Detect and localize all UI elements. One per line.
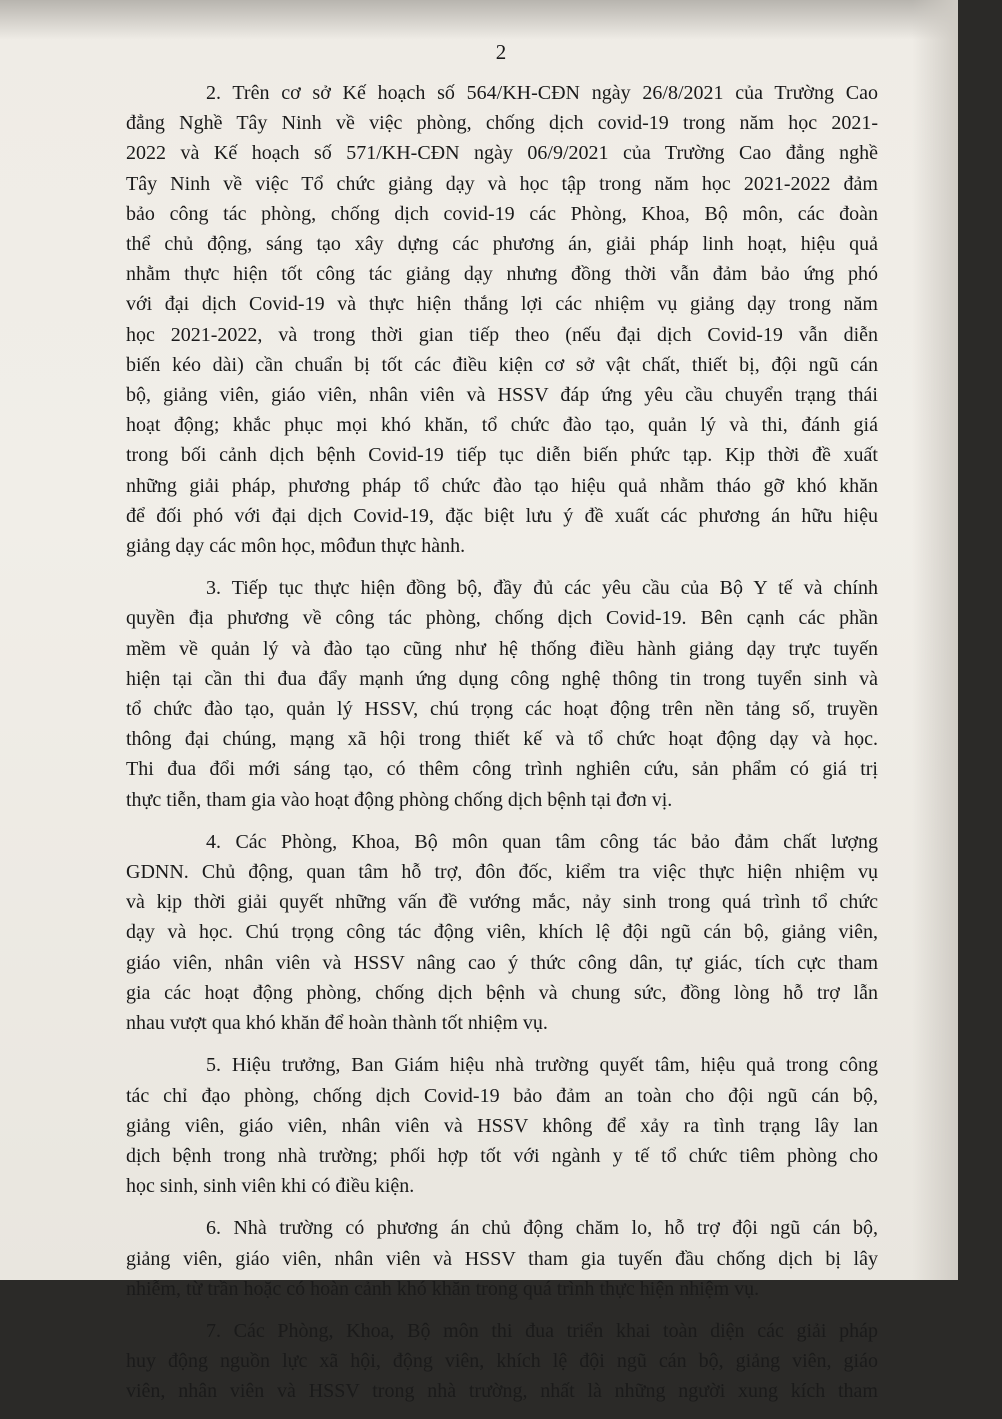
text-line: mềm về quản lý và đào tạo cũng như hệ thống điều hành giảng dạy trực tuyến (126, 637, 878, 660)
text-line: trong bối cảnh dịch bệnh Covid-19 tiếp tục diễn biến phức tạp. Kịp thời đề xuất (126, 444, 878, 467)
text-line: những giải pháp, phương pháp tổ chức đào tạo hiệu quả nhằm tháo gỡ khó khăn (126, 474, 878, 497)
paragraph-6 (126, 1213, 878, 1304)
text-line: giảng viên, giáo viên, nhân viên và HSSV không để xảy ra tình trạng lây lan (126, 1114, 878, 1137)
text-line: quyền địa phương về công tác phòng, chống dịch Covid-19. Bên cạnh các phần (126, 607, 878, 630)
text-line: 2022 và Kế hoạch số 571/KH-CĐN ngày 06/9/2021 của Trường Cao đẳng nghề (126, 142, 878, 165)
text-line: 2. Trên cơ sở Kế hoạch số 564/KH-CĐN ngày 26/8/2021 của Trường Cao (206, 82, 878, 104)
text-line: hoạt động; khắc phục mọi khó khăn, tổ chức đào tạo, quản lý và thi, đánh giá (126, 414, 878, 437)
text-line: dạy và học. Chú trọng công tác động viên, khích lệ đội ngũ cán bộ, giảng viên, (126, 921, 878, 944)
text-line: 5. Hiệu trưởng, Ban Giám hiệu nhà trường quyết tâm, hiệu quả trong công (206, 1054, 878, 1077)
text-line: giảng viên, giáo viên, nhân viên và HSSV tham gia tuyến đầu chống dịch bị lây (126, 1247, 878, 1270)
text-line: 7. Các Phòng, Khoa, Bộ môn thi đua triển khai toàn diện các giải pháp (206, 1319, 878, 1342)
text-line: tác chỉ đạo phòng, chống dịch Covid-19 bảo đảm an toàn cho đội ngũ cán bộ, (126, 1084, 878, 1107)
text-line: bảo công tác phòng, chống dịch covid-19 các Phòng, Khoa, Bộ môn, các đoàn (126, 202, 878, 225)
text-line: đẳng Nghề Tây Ninh về việc phòng, chống dịch covid-19 trong năm học 2021- (126, 112, 878, 135)
text-line: viên, nhân viên và HSSV trong nhà trường, nhất là những người xung kích tham (126, 1380, 878, 1403)
paragraph-5 (126, 1050, 878, 1201)
text-line: học sinh, sinh viên khi có điều kiện. (126, 1175, 415, 1198)
text-line: huy động nguồn lực xã hội, động viên, khích lệ đội ngũ cán bộ, giảng viên, giáo (126, 1350, 878, 1373)
text-line: bộ, giảng viên, giáo viên, nhân viên và HSSV đáp ứng yêu cầu chuyển trạng thái (126, 384, 878, 407)
text-line: GDNN. Chủ động, quan tâm hỗ trợ, đôn đốc, kiểm tra việc thực hiện nhiệm vụ (126, 861, 878, 884)
paragraph-4 (126, 827, 878, 1038)
text-line: và kịp thời giải quyết những vấn đề vướng mắc, nảy sinh trong quá trình tổ chức (126, 891, 878, 914)
text-line: Thi đua đổi mới sáng tạo, có thêm công trình nghiên cứu, sản phẩm có giá trị (126, 758, 878, 781)
text-line: gia các hoạt động phòng, chống dịch bệnh và chung sức, đồng lòng hỗ trợ lẫn (126, 981, 878, 1004)
paragraph-3 (126, 573, 878, 815)
page-number: 2 (495, 40, 507, 64)
top-shadow (0, 0, 958, 40)
document-body (126, 78, 878, 1419)
text-line: dịch bệnh trong nhà trường; phối hợp tốt với ngành y tế tổ chức tiêm phòng cho (126, 1144, 878, 1167)
text-line: Tây Ninh về việc Tổ chức giảng dạy và học tập trong năm học 2021-2022 đảm (126, 172, 878, 195)
text-line: tổ chức đào tạo, quản lý HSSV, chú trọng các hoạt động trên nền tảng số, truyền (126, 698, 878, 721)
text-line: học 2021-2022, và trong thời gian tiếp theo (nếu đại dịch Covid-19 vẫn diễn (126, 323, 878, 346)
text-line: hiện tại cần thi đua đẩy mạnh ứng dụng công nghệ thông tin trong tuyển sinh và (126, 667, 878, 690)
text-line: giáo viên, nhân viên và HSSV nâng cao ý thức công dân, tự giác, tích cực tham (126, 951, 878, 974)
text-line: nhau vượt qua khó khăn để hoàn thành tốt nhiệm vụ. (126, 1012, 548, 1035)
text-line: thể chủ động, sáng tạo xây dựng các phương án, giải pháp linh hoạt, hiệu quả (126, 233, 878, 256)
text-line: với đại dịch Covid-19 và thực hiện thắng lợi các nhiệm vụ giảng dạy trong năm (126, 293, 878, 316)
text-line: 6. Nhà trường có phương án chủ động chăm lo, hỗ trợ đội ngũ cán bộ, (206, 1217, 878, 1240)
paragraph-2 (126, 78, 878, 561)
text-line: 4. Các Phòng, Khoa, Bộ môn quan tâm công tác bảo đảm chất lượng (206, 830, 878, 853)
text-line: biến kéo dài) cần chuẩn bị tốt các điều kiện cơ sở vật chất, thiết bị, đội ngũ cán (126, 353, 878, 376)
text-line: thực tiễn, tham gia vào hoạt động phòng chống dịch bệnh tại đơn vị. (126, 788, 673, 811)
paragraph-7 (126, 1316, 878, 1407)
text-line: giảng dạy các môn học, môđun thực hành. (126, 535, 466, 558)
text-line: nhằm thực hiện tốt công tác giảng dạy nhưng đồng thời vẫn đảm bảo ứng phó (126, 263, 878, 286)
right-shadow (912, 0, 958, 1280)
text-line: thông đại chúng, mạng xã hội trong thiết kế và tổ chức hoạt động dạy và học. (126, 728, 878, 751)
text-line: nhiễm, từ trần hoặc có hoàn cảnh khó khăn trong quá trình thực hiện nhiệm vụ. (126, 1277, 760, 1300)
text-line: để đối phó với đại dịch Covid-19, đặc biệt lưu ý đề xuất các phương án hữu hiệu (126, 504, 878, 527)
text-line: 3. Tiếp tục thực hiện đồng bộ, đầy đủ các yêu cầu của Bộ Y tế và chính (206, 577, 878, 600)
